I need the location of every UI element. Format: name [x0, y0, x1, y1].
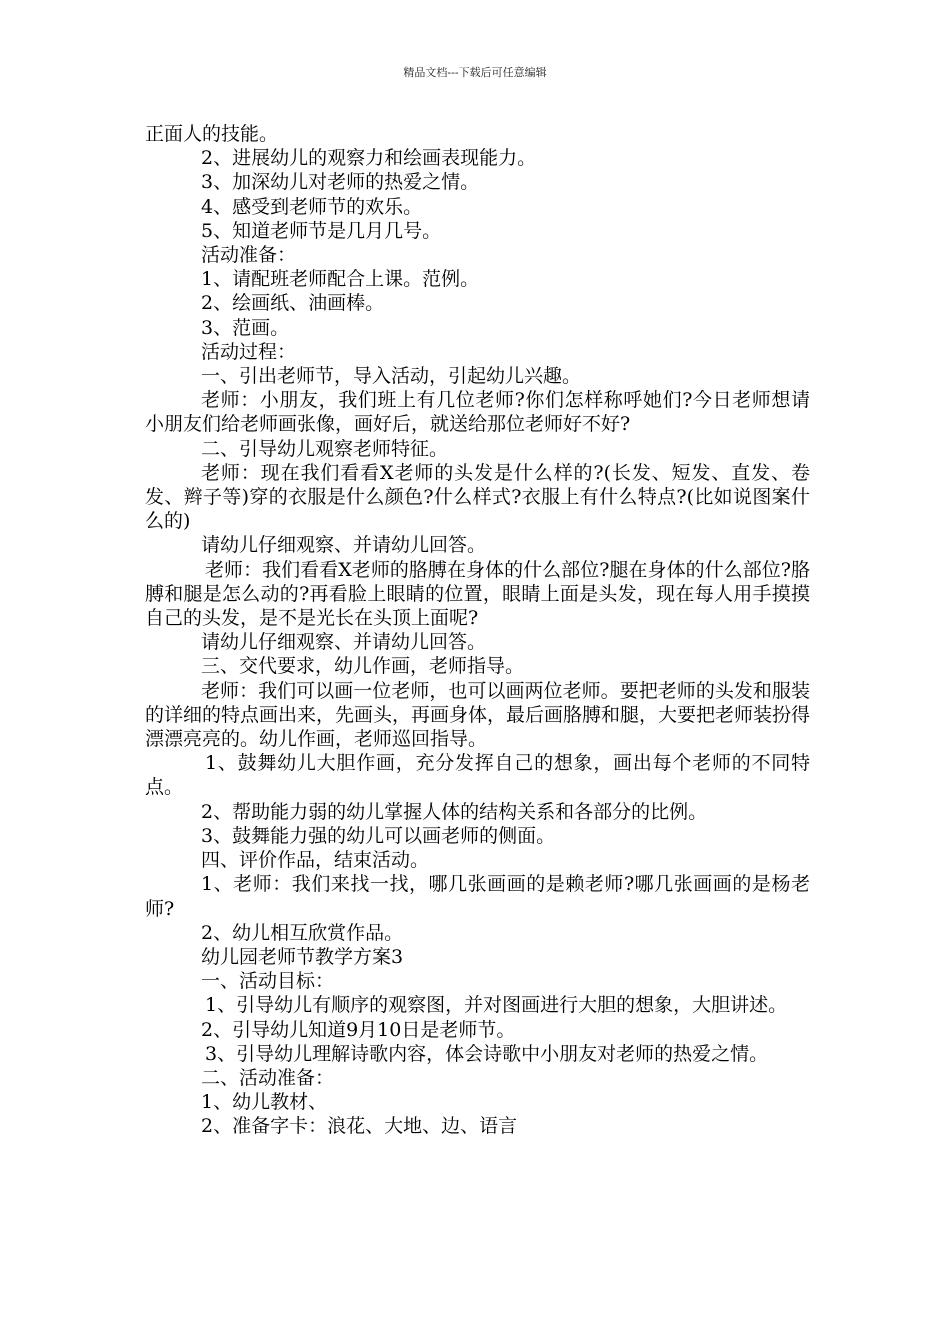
paragraph: 3、鼓舞能力强的幼儿可以画老师的侧面。 [201, 824, 556, 847]
paragraph: 一、活动目标： [201, 970, 335, 993]
paragraph: 四、评价作品，结束活动。 [201, 849, 430, 872]
paragraph: 老师：小朋友，我们班上有几位老师?你们怎样称呼她们?今日老师想请小朋友们给老师画张像，画好后，就送给那位老师好不好? [145, 389, 810, 436]
paragraph: 4、感受到老师节的欢乐。 [201, 195, 423, 218]
paragraph: 正面人的技能。 [145, 123, 279, 145]
paragraph: 1、鼓舞幼儿大胆作画，充分发挥自己的想象，画出每个老师的不同特点。 [145, 752, 810, 799]
paragraph: 老师：现在我们看看X老师的头发是什么样的?(长发、短发、直发、卷发、辫子等)穿的衣服是什么颜色?什么样式?衣服上有什么特点?(比如说图案什么的) [145, 461, 810, 533]
paragraph: 老师：我们可以画一位老师，也可以画两位老师。要把老师的头发和服装的详细的特点画出来，先画头，再画身体，最后画胳膊和腿，大要把老师装扮得漂漂亮亮的。幼儿作画，老师巡回指导。 [145, 679, 811, 751]
paragraph: 1、幼儿教材、 [201, 1091, 328, 1114]
paragraph: 2、帮助能力弱的幼儿掌握人体的结构关系和各部分的比例。 [201, 800, 708, 823]
paragraph: 请幼儿仔细观察、并请幼儿回答。 [201, 631, 487, 654]
document-body [145, 122, 810, 1139]
paragraph: 2、幼儿相互欣赏作品。 [201, 921, 404, 944]
section-heading: 幼儿园老师节教学方案3 [201, 945, 404, 968]
paragraph: 活动准备： [201, 244, 297, 267]
paragraph: 1、老师：我们来找一找，哪几张画画的是赖老师?哪几张画画的是杨老师? [145, 873, 810, 920]
paragraph: 三、交代要求，幼儿作画，老师指导。 [201, 655, 525, 678]
paragraph: 1、引导幼儿有顺序的观察图，并对图画进行大胆的想象，大胆讲述。 [205, 994, 788, 1017]
page-header: 精品文档---下载后可任意编辑 [403, 66, 547, 79]
paragraph: 二、活动准备： [201, 1066, 335, 1089]
paragraph: 2、进展幼儿的观察力和绘画表现能力。 [201, 147, 537, 170]
paragraph: 2、引导幼儿知道9月10日是老师节。 [201, 1018, 516, 1041]
paragraph: 1、请配班老师配合上课。范例。 [201, 268, 480, 291]
paragraph: 一、引出老师节，导入活动，引起幼儿兴趣。 [201, 365, 582, 388]
paragraph: 活动过程： [201, 340, 297, 363]
paragraph: 3、范画。 [201, 316, 290, 339]
paragraph: 二、引导幼儿观察老师特征。 [201, 437, 449, 460]
paragraph: 5、知道老师节是几月几号。 [201, 219, 442, 242]
paragraph: 老师：我们看看X老师的胳膊在身体的什么部位?腿在身体的什么部位?胳膊和腿是怎么动的?再看脸上眼睛的位置，眼睛上面是头发，现在每人用手摸摸自己的头发，是不是光长在头顶上面呢? [145, 558, 810, 630]
paragraph: 2、绘画纸、油画棒。 [201, 292, 385, 315]
paragraph: 请幼儿仔细观察、并请幼儿回答。 [201, 534, 487, 557]
paragraph: 2、准备字卡：浪花、大地、边、语言 [201, 1115, 518, 1138]
paragraph: 3、加深幼儿对老师的热爱之情。 [201, 171, 480, 194]
paragraph: 3、引导幼儿理解诗歌内容，体会诗歌中小朋友对老师的热爱之情。 [205, 1042, 769, 1065]
